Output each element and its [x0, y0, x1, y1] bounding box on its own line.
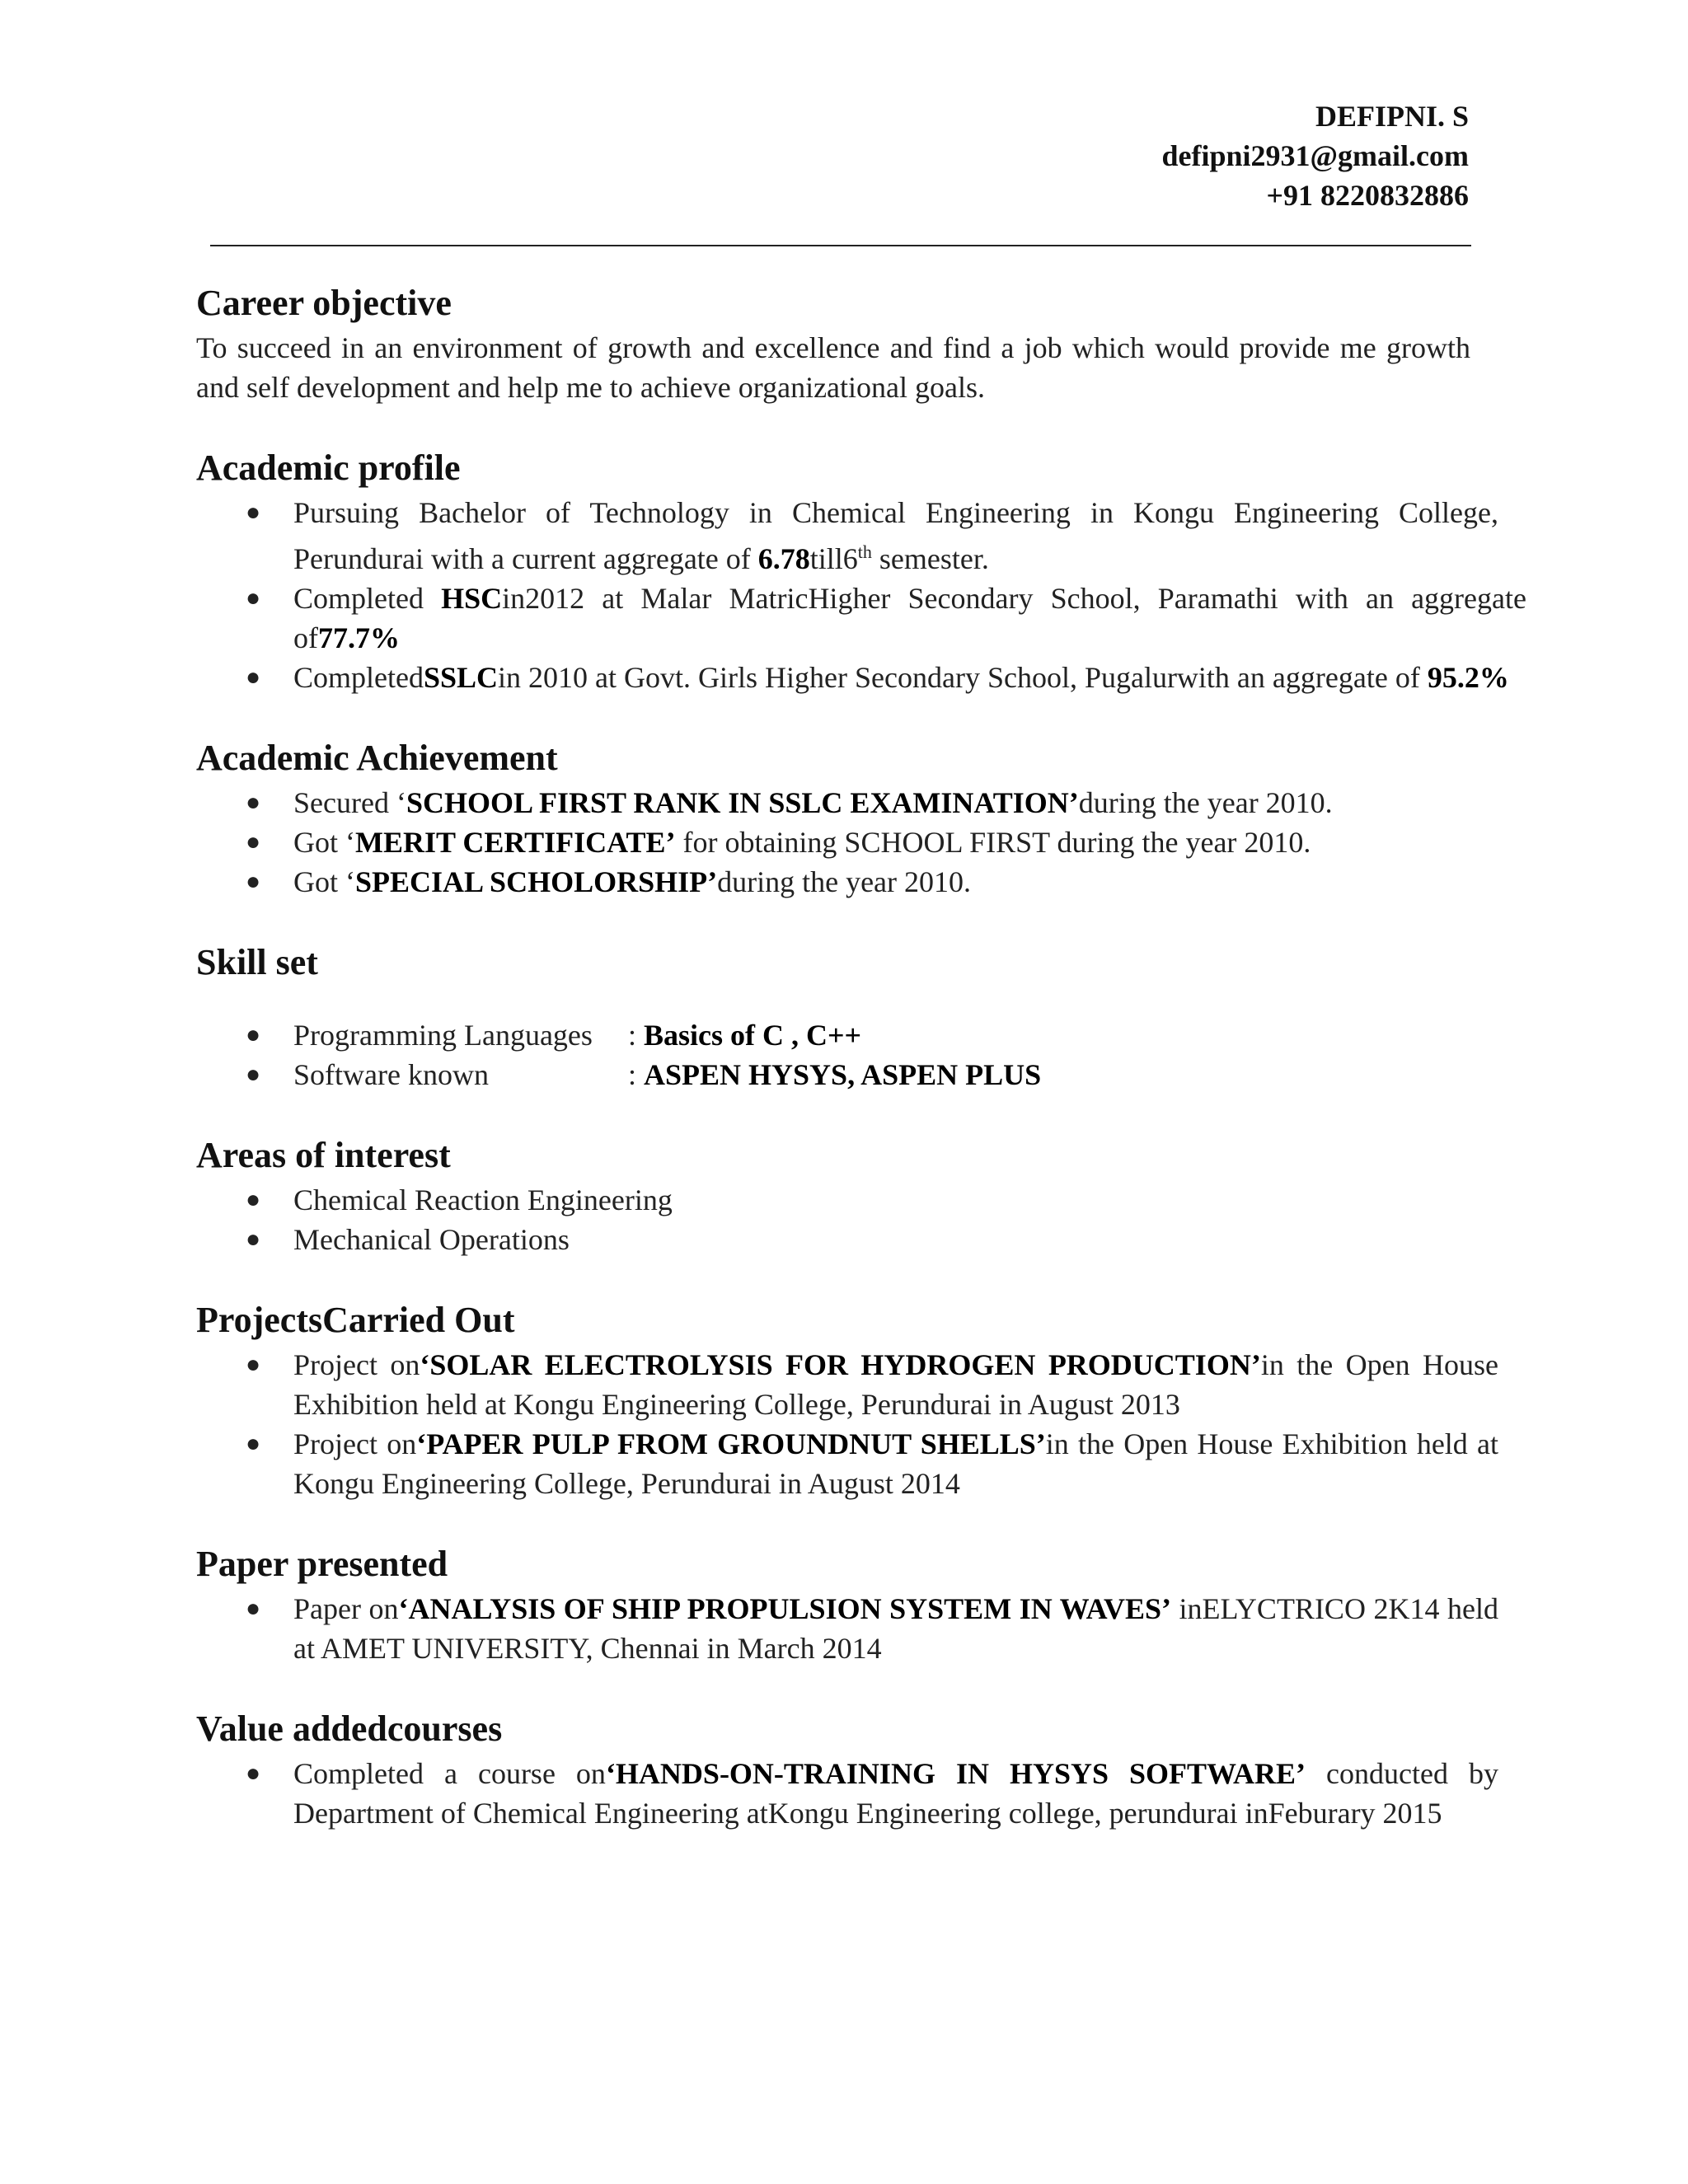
list-item: ● Got ‘MERIT CERTIFICATE’ for obtaining SCHOOL FIRST during the year 2010.: [196, 823, 1498, 862]
list-item: ● Completed a course on‘HANDS-ON-TRAINING IN HYSYS SOFTWARE’ conducted by Department of Chemical Engineering atKongu Engineering college, perundurai inFeburary 2015: [196, 1754, 1498, 1833]
value-added-courses-heading: Value addedcourses: [196, 1708, 503, 1749]
phone-number: +91 8220832886: [1266, 179, 1469, 212]
projects-list: [196, 1345, 1498, 1503]
list-item: ● Completed HSCin2012 at Malar MatricHigher Secondary School, Paramathi with an aggregate of77.7%: [196, 579, 1526, 658]
bullet-icon: ●: [246, 663, 261, 691]
paper-presented-list: [196, 1589, 1498, 1668]
academic-achievement-heading: Academic Achievement: [196, 738, 558, 778]
contact-header: [1162, 96, 1469, 215]
list-item: ● Secured ‘SCHOOL FIRST RANK IN SSLC EXAMINATION’during the year 2010.: [196, 783, 1498, 823]
bullet-icon: ●: [246, 1351, 261, 1378]
areas-of-interest-heading: Areas of interest: [196, 1135, 451, 1175]
career-objective-text: To succeed in an environment of growth and excellence and find a job which would provide me growth and self development and help me to achieve organizational goals.: [196, 331, 1470, 404]
header-divider: [210, 245, 1471, 246]
list-item: ● Project on‘PAPER PULP FROM GROUNDNUT SHELLS’in the Open House Exhibition held at Kongu Engineering College, Perundurai in August 2014: [196, 1424, 1498, 1503]
list-item: ● Chemical Reaction Engineering: [196, 1180, 1498, 1220]
bullet-icon: ●: [246, 1021, 261, 1048]
projects-heading: ProjectsCarried Out: [196, 1300, 515, 1340]
bullet-icon: ●: [246, 828, 261, 855]
bullet-icon: ●: [246, 1595, 261, 1622]
bullet-icon: ●: [246, 868, 261, 895]
skill-set-heading: Skill set: [196, 942, 318, 982]
bullet-icon: ●: [246, 1186, 261, 1213]
bullet-icon: ●: [246, 1226, 261, 1253]
areas-of-interest-list: [196, 1180, 1498, 1259]
list-item: ● Programming Languages : Basics of C , C++: [196, 1015, 1498, 1055]
candidate-name: DEFIPNI. S: [1315, 100, 1469, 133]
value-added-courses-list: [196, 1754, 1498, 1833]
bullet-icon: ●: [246, 1061, 261, 1088]
bullet-icon: ●: [246, 499, 261, 526]
resume-body: [196, 279, 1526, 1833]
list-item: ● Paper on‘ANALYSIS OF SHIP PROPULSION SYSTEM IN WAVES’ inELYCTRICO 2K14 held at AMET UNIVERSITY, Chennai in March 2014: [196, 1589, 1498, 1668]
list-item: ● Got ‘SPECIAL SCHOLORSHIP’during the year 2010.: [196, 862, 1498, 902]
skill-set-list: [196, 1015, 1498, 1094]
paper-presented-heading: Paper presented: [196, 1544, 448, 1584]
list-item: ● Software known : ASPEN HYSYS, ASPEN PLUS: [196, 1055, 1498, 1094]
bullet-icon: ●: [246, 1760, 261, 1787]
list-item: ● Mechanical Operations: [196, 1220, 1498, 1259]
academic-profile-heading: Academic profile: [196, 448, 461, 488]
list-item: ● Project on‘SOLAR ELECTROLYSIS FOR HYDROGEN PRODUCTION’in the Open House Exhibition held at Kongu Engineering College, Perundurai in August 2013: [196, 1345, 1498, 1424]
bullet-icon: ●: [246, 1430, 261, 1457]
career-objective-heading: Career objective: [196, 283, 452, 323]
bullet-icon: ●: [246, 789, 261, 816]
academic-profile-list: [196, 493, 1526, 697]
academic-achievement-list: [196, 783, 1498, 902]
list-item: ● Pursuing Bachelor of Technology in Chemical Engineering in Kongu Engineering College, Perundurai with a current aggregate of 6.78till6th semester.: [196, 493, 1498, 579]
bullet-icon: ●: [246, 584, 261, 612]
email-address[interactable]: defipni2931@gmail.com: [1161, 139, 1469, 172]
list-item: ● CompletedSSLCin 2010 at Govt. Girls Higher Secondary School, Pugalurwith an aggregate of 95.2%: [196, 658, 1526, 697]
